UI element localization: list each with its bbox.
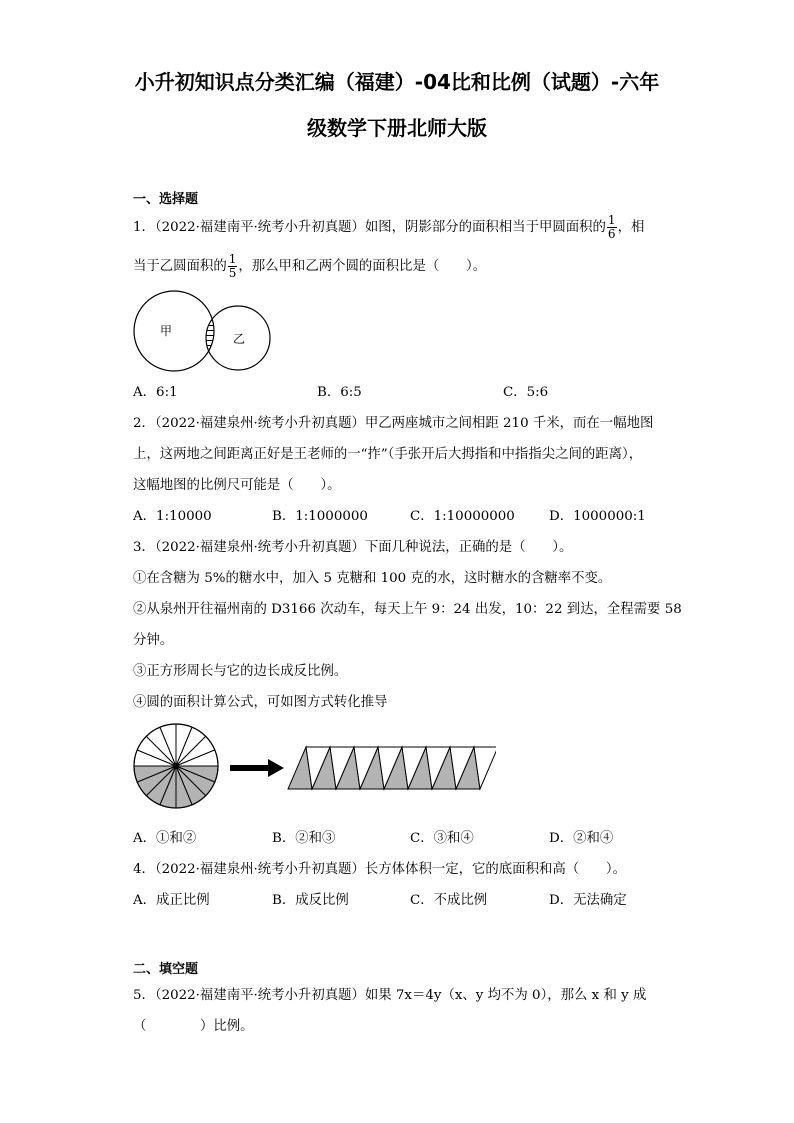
q5-line1: 5．（2022·福建南平·统考小升初真题）如果 7x＝4y（x、y 均不为 0），那么 x 和 y 成 <box>133 988 647 1003</box>
q5-line2: （ ）比例。 <box>133 1019 254 1034</box>
rearranged-sectors <box>288 747 496 789</box>
q3-option-b[interactable]: B．②和③ <box>272 831 336 846</box>
q1-text-part2: ，相 <box>617 220 645 235</box>
q2-line2: 上，这两地之间距离正好是王老师的一“拃”（手张开后大拇指和中指指尖之间的距离）， <box>133 447 643 462</box>
circle-yi-label: 乙 <box>233 332 246 346</box>
q1-text-part1: 1．（2022·福建南平·统考小升初真题）如图，阴影部分的面积相当于甲圆面积的 <box>133 220 606 235</box>
q2-line3: 这幅地图的比例尺可能是（ ）。 <box>133 478 341 493</box>
q1-line1 <box>133 214 644 241</box>
circle-jia-label: 甲 <box>160 324 173 338</box>
q1-text-part3: 当于乙圆面积的 <box>133 259 227 274</box>
arrow-right-icon <box>228 758 288 778</box>
q3-item2-line2: 分钟。 <box>133 633 174 648</box>
q1-option-b[interactable]: B．6:5 <box>317 385 362 400</box>
q3-item3: ③正方形周长与它的边长成反比例。 <box>133 664 348 679</box>
q3-item4: ④圆的面积计算公式，可如图方式转化推导 <box>133 695 388 710</box>
q2-option-d[interactable]: D．1000000:1 <box>549 509 646 524</box>
q1-line2 <box>133 253 486 280</box>
q4-option-b[interactable]: B．成反比例 <box>272 893 349 908</box>
q2-option-b[interactable]: B．1:1000000 <box>272 509 368 524</box>
page-title-line1: 小升初知识点分类汇编（福建）-04比和比例（试题）-六年 <box>134 70 660 94</box>
q4-option-c[interactable]: C．不成比例 <box>410 893 488 908</box>
q1-fraction-one-fifth: $\frac{1}{5}$ <box>228 252 237 280</box>
q4-option-a[interactable]: A．成正比例 <box>133 893 210 908</box>
q2-line1: 2．（2022·福建泉州·统考小升初真题）甲乙两座城市之间相距 210 千米，而在一幅地图 <box>133 416 654 431</box>
q1-option-c[interactable]: C．5:6 <box>503 385 549 400</box>
q3-option-a[interactable]: A．①和② <box>133 831 197 846</box>
section-heading-fill: 二、填空题 <box>133 962 199 977</box>
q1-circles-figure <box>130 288 280 374</box>
q1-option-a[interactable]: A．6:1 <box>133 385 178 400</box>
q3-item2-line1: ②从泉州开往福州南的 D3166 次动车，每天上午 9：24 出发，10：22 到达，全程需要 58 <box>133 602 682 617</box>
circle-jia <box>134 291 214 371</box>
q3-line1: 3．（2022·福建泉州·统考小升初真题）下面几种说法，正确的是（ ）。 <box>133 540 573 555</box>
q3-option-c[interactable]: C．③和④ <box>410 831 474 846</box>
q4-option-d[interactable]: D．无法确定 <box>549 893 627 908</box>
q1-fraction-one-sixth: $\frac{1}{6}$ <box>607 213 616 241</box>
q3-item1: ①在含糖为 5%的糖水中，加入 5 克糖和 100 克的水，这时糖水的含糖率不变。 <box>133 571 612 586</box>
q2-option-a[interactable]: A．1:10000 <box>133 509 212 524</box>
q3-option-d[interactable]: D．②和④ <box>549 831 614 846</box>
section-heading-choice: 一、选择题 <box>133 192 199 207</box>
page-title-line2: 级数学下册北师大版 <box>307 116 487 140</box>
q4-line1: 4．（2022·福建泉州·统考小升初真题）长方体体积一定，它的底面积和高（ ）。 <box>133 862 626 877</box>
q2-option-c[interactable]: C．1:10000000 <box>410 509 515 524</box>
q1-text-part4: ，那么甲和乙两个圆的面积比是（ ）。 <box>238 259 487 274</box>
q3-parallelogram-figure <box>284 744 496 792</box>
